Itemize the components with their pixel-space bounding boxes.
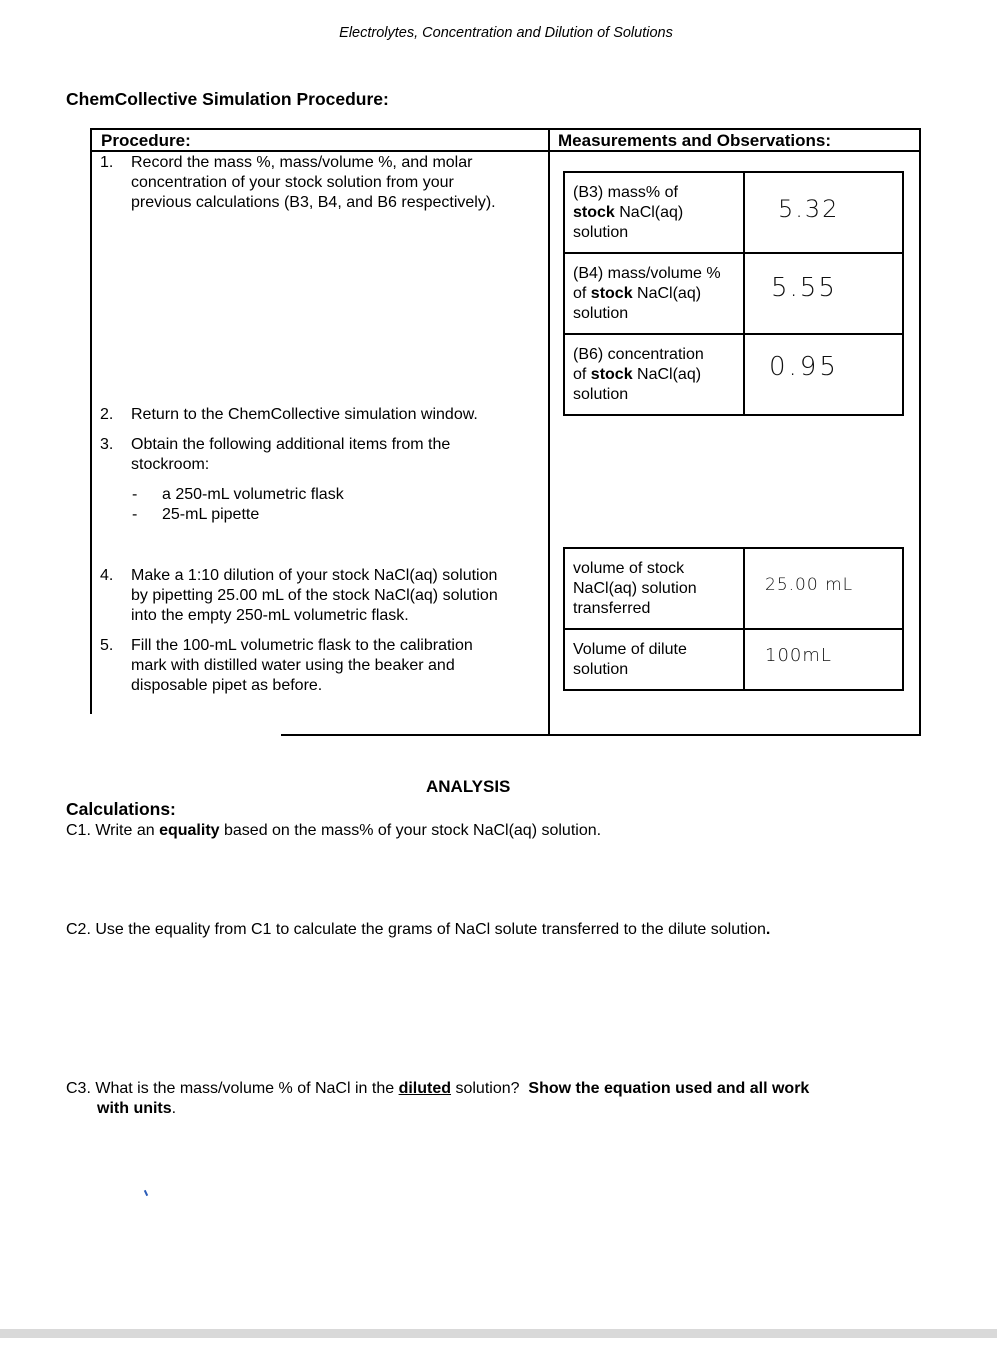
list-item: - 25-mL pipette <box>132 506 260 523</box>
calculations-heading: Calculations: <box>66 799 176 819</box>
table-row <box>564 548 903 629</box>
question-c2: C2. Use the equality from C1 to calculate the grams of NaCl solute transferred to the dilute solution. <box>66 921 771 938</box>
step-5: 5. Fill the 100-mL volumetric flask to the calibration mark with distilled water using the beaker and disposable pipet as before. <box>100 637 473 694</box>
b6-value[interactable]: 0.95 <box>744 334 903 415</box>
step-2: 2. Return to the ChemCollective simulation window. <box>100 406 478 423</box>
question-c3: C3. What is the mass/volume % of NaCl in the diluted solution? Show the equation used and all work with units. <box>66 1080 810 1117</box>
b6-label: (B6) concentration of stock NaCl(aq) solution <box>564 334 744 415</box>
stock-measurements-table <box>563 171 904 416</box>
volume-stock-label: volume of stock NaCl(aq) solution transferred <box>564 548 744 629</box>
table-row <box>564 334 903 415</box>
table-row <box>564 253 903 334</box>
measurements-header: Measurements and Observations: <box>558 131 832 150</box>
pen-mark <box>144 1190 148 1196</box>
table-row <box>564 172 903 253</box>
procedure-header: Procedure: <box>101 131 191 150</box>
b3-value[interactable]: 5.32 <box>744 172 903 253</box>
b4-value[interactable]: 5.55 <box>744 253 903 334</box>
dilution-measurements-table <box>563 547 904 691</box>
step-3: 3. Obtain the following additional items from the stockroom: <box>100 436 451 473</box>
table-row <box>564 629 903 690</box>
list-item: - a 250-mL volumetric flask <box>132 486 344 503</box>
page-bottom-bar <box>0 1329 997 1338</box>
volume-stock-value[interactable]: 25.00 mL <box>744 548 903 629</box>
question-c1: C1. Write an equality based on the mass% of your stock NaCl(aq) solution. <box>66 822 602 839</box>
volume-dilute-value[interactable]: 100mL <box>744 629 903 690</box>
analysis-heading: ANALYSIS <box>426 777 511 796</box>
volume-dilute-label: Volume of dilute solution <box>564 629 744 690</box>
section-title: ChemCollective Simulation Procedure: <box>66 89 389 109</box>
page-header: Electrolytes, Concentration and Dilution of Solutions <box>339 25 673 41</box>
b4-label: (B4) mass/volume % of stock NaCl(aq) solution <box>564 253 744 334</box>
step-4: 4. Make a 1:10 dilution of your stock NaCl(aq) solution by pipetting 25.00 mL of the stock NaCl(aq) solution into the empty 250-mL volumetric flask. <box>100 567 498 624</box>
step-1: 1. Record the mass %, mass/volume %, and molar concentration of your stock solution from your previous calculations (B3, B4, and B6 respectively). <box>100 154 496 211</box>
b3-label: (B3) mass% of stock NaCl(aq) solution <box>564 172 744 253</box>
